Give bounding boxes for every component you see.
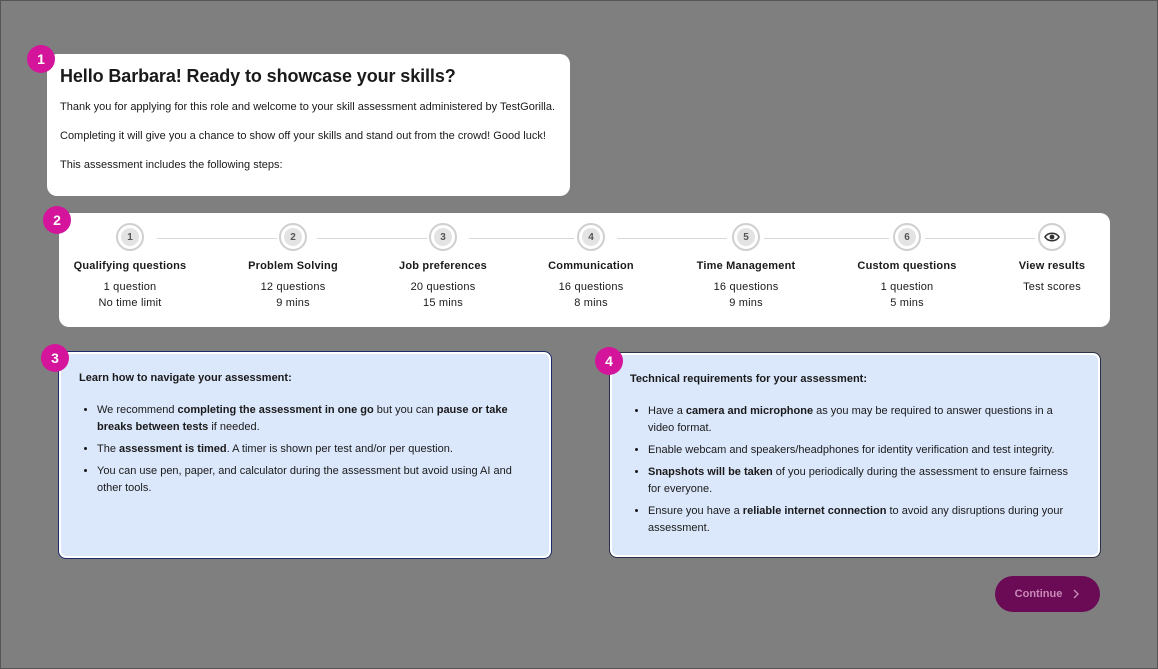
step-problem-solving: [218, 223, 368, 309]
step-custom-questions: [832, 223, 982, 309]
step-question-count: 16 questions: [558, 281, 624, 293]
step-result-label: Test scores: [1023, 281, 1081, 293]
step-duration: 15 mins: [423, 297, 463, 309]
continue-label: Continue: [1014, 588, 1063, 600]
list-item: • The assessment is timed. A timer is shown per test and/or per question.: [97, 441, 531, 458]
list-item: • Snapshots will be taken of you periodically during the assessment to ensure fairness for everyone.: [648, 464, 1080, 498]
step-qualifying-questions: [55, 223, 205, 309]
step-question-count: 20 questions: [410, 281, 476, 293]
step-badge-3: 3: [41, 344, 69, 372]
welcome-paragraph-1: Thank you for applying for this role and welcome to your skill assessment administered by TestGorilla.: [60, 101, 556, 113]
navigation-info-panel: [58, 351, 552, 559]
chevron-right-icon: [1072, 589, 1080, 599]
step-number-circle: 6: [893, 223, 921, 251]
technical-requirements-panel: [609, 352, 1101, 558]
welcome-paragraph-3: This assessment includes the following steps:: [60, 159, 283, 171]
list-item: • Enable webcam and speakers/headphones for identity verification and test integrity.: [648, 442, 1080, 459]
steps-card: [59, 213, 1110, 327]
list-item: • Have a camera and microphone as you may be required to answer questions in a video format.: [648, 403, 1080, 437]
step-duration: 8 mins: [574, 297, 608, 309]
welcome-paragraph-2: Completing it will give you a chance to show off your skills and stand out from the crowd! Good luck!: [60, 130, 546, 142]
step-title: Communication: [548, 260, 634, 272]
step-job-preferences: [368, 223, 518, 309]
step-title: View results: [1018, 260, 1086, 272]
step-duration: 9 mins: [276, 297, 310, 309]
welcome-card: [47, 54, 570, 196]
step-question-count: 12 questions: [260, 281, 326, 293]
step-number-circle: 2: [279, 223, 307, 251]
step-communication: [516, 223, 666, 309]
step-eye-circle: [1038, 223, 1066, 251]
step-title: Job preferences: [399, 260, 487, 272]
technical-requirements-title: Technical requirements for your assessment:: [630, 373, 867, 385]
step-question-count: 1 question: [103, 281, 157, 293]
step-title: Custom questions: [857, 260, 957, 272]
step-time-management: [671, 223, 821, 309]
step-title: Qualifying questions: [73, 260, 187, 272]
step-badge-2: 2: [43, 206, 71, 234]
step-title: Problem Solving: [248, 260, 338, 272]
continue-button[interactable]: [995, 576, 1100, 612]
welcome-title: Hello Barbara! Ready to showcase your skills?: [60, 66, 456, 86]
list-item: • You can use pen, paper, and calculator during the assessment but avoid using AI and other tools.: [97, 463, 531, 497]
list-item: • Ensure you have a reliable internet connection to avoid any disruptions during your assessment.: [648, 503, 1080, 537]
step-question-count: 1 question: [880, 281, 934, 293]
step-duration: 5 mins: [890, 297, 924, 309]
step-number-circle: 5: [732, 223, 760, 251]
step-title: Time Management: [696, 260, 796, 272]
step-duration: No time limit: [98, 297, 162, 309]
step-question-count: 16 questions: [713, 281, 779, 293]
step-number-circle: 4: [577, 223, 605, 251]
step-number-circle: 1: [116, 223, 144, 251]
step-view-results: [977, 223, 1127, 293]
step-duration: 9 mins: [729, 297, 763, 309]
list-item: • We recommend completing the assessment in one go but you can pause or take breaks between tests if needed.: [97, 402, 531, 436]
step-number-circle: 3: [429, 223, 457, 251]
step-badge-4: 4: [595, 347, 623, 375]
navigation-info-title: Learn how to navigate your assessment:: [79, 372, 292, 384]
step-badge-1: 1: [27, 45, 55, 73]
eye-icon: [1044, 231, 1060, 243]
